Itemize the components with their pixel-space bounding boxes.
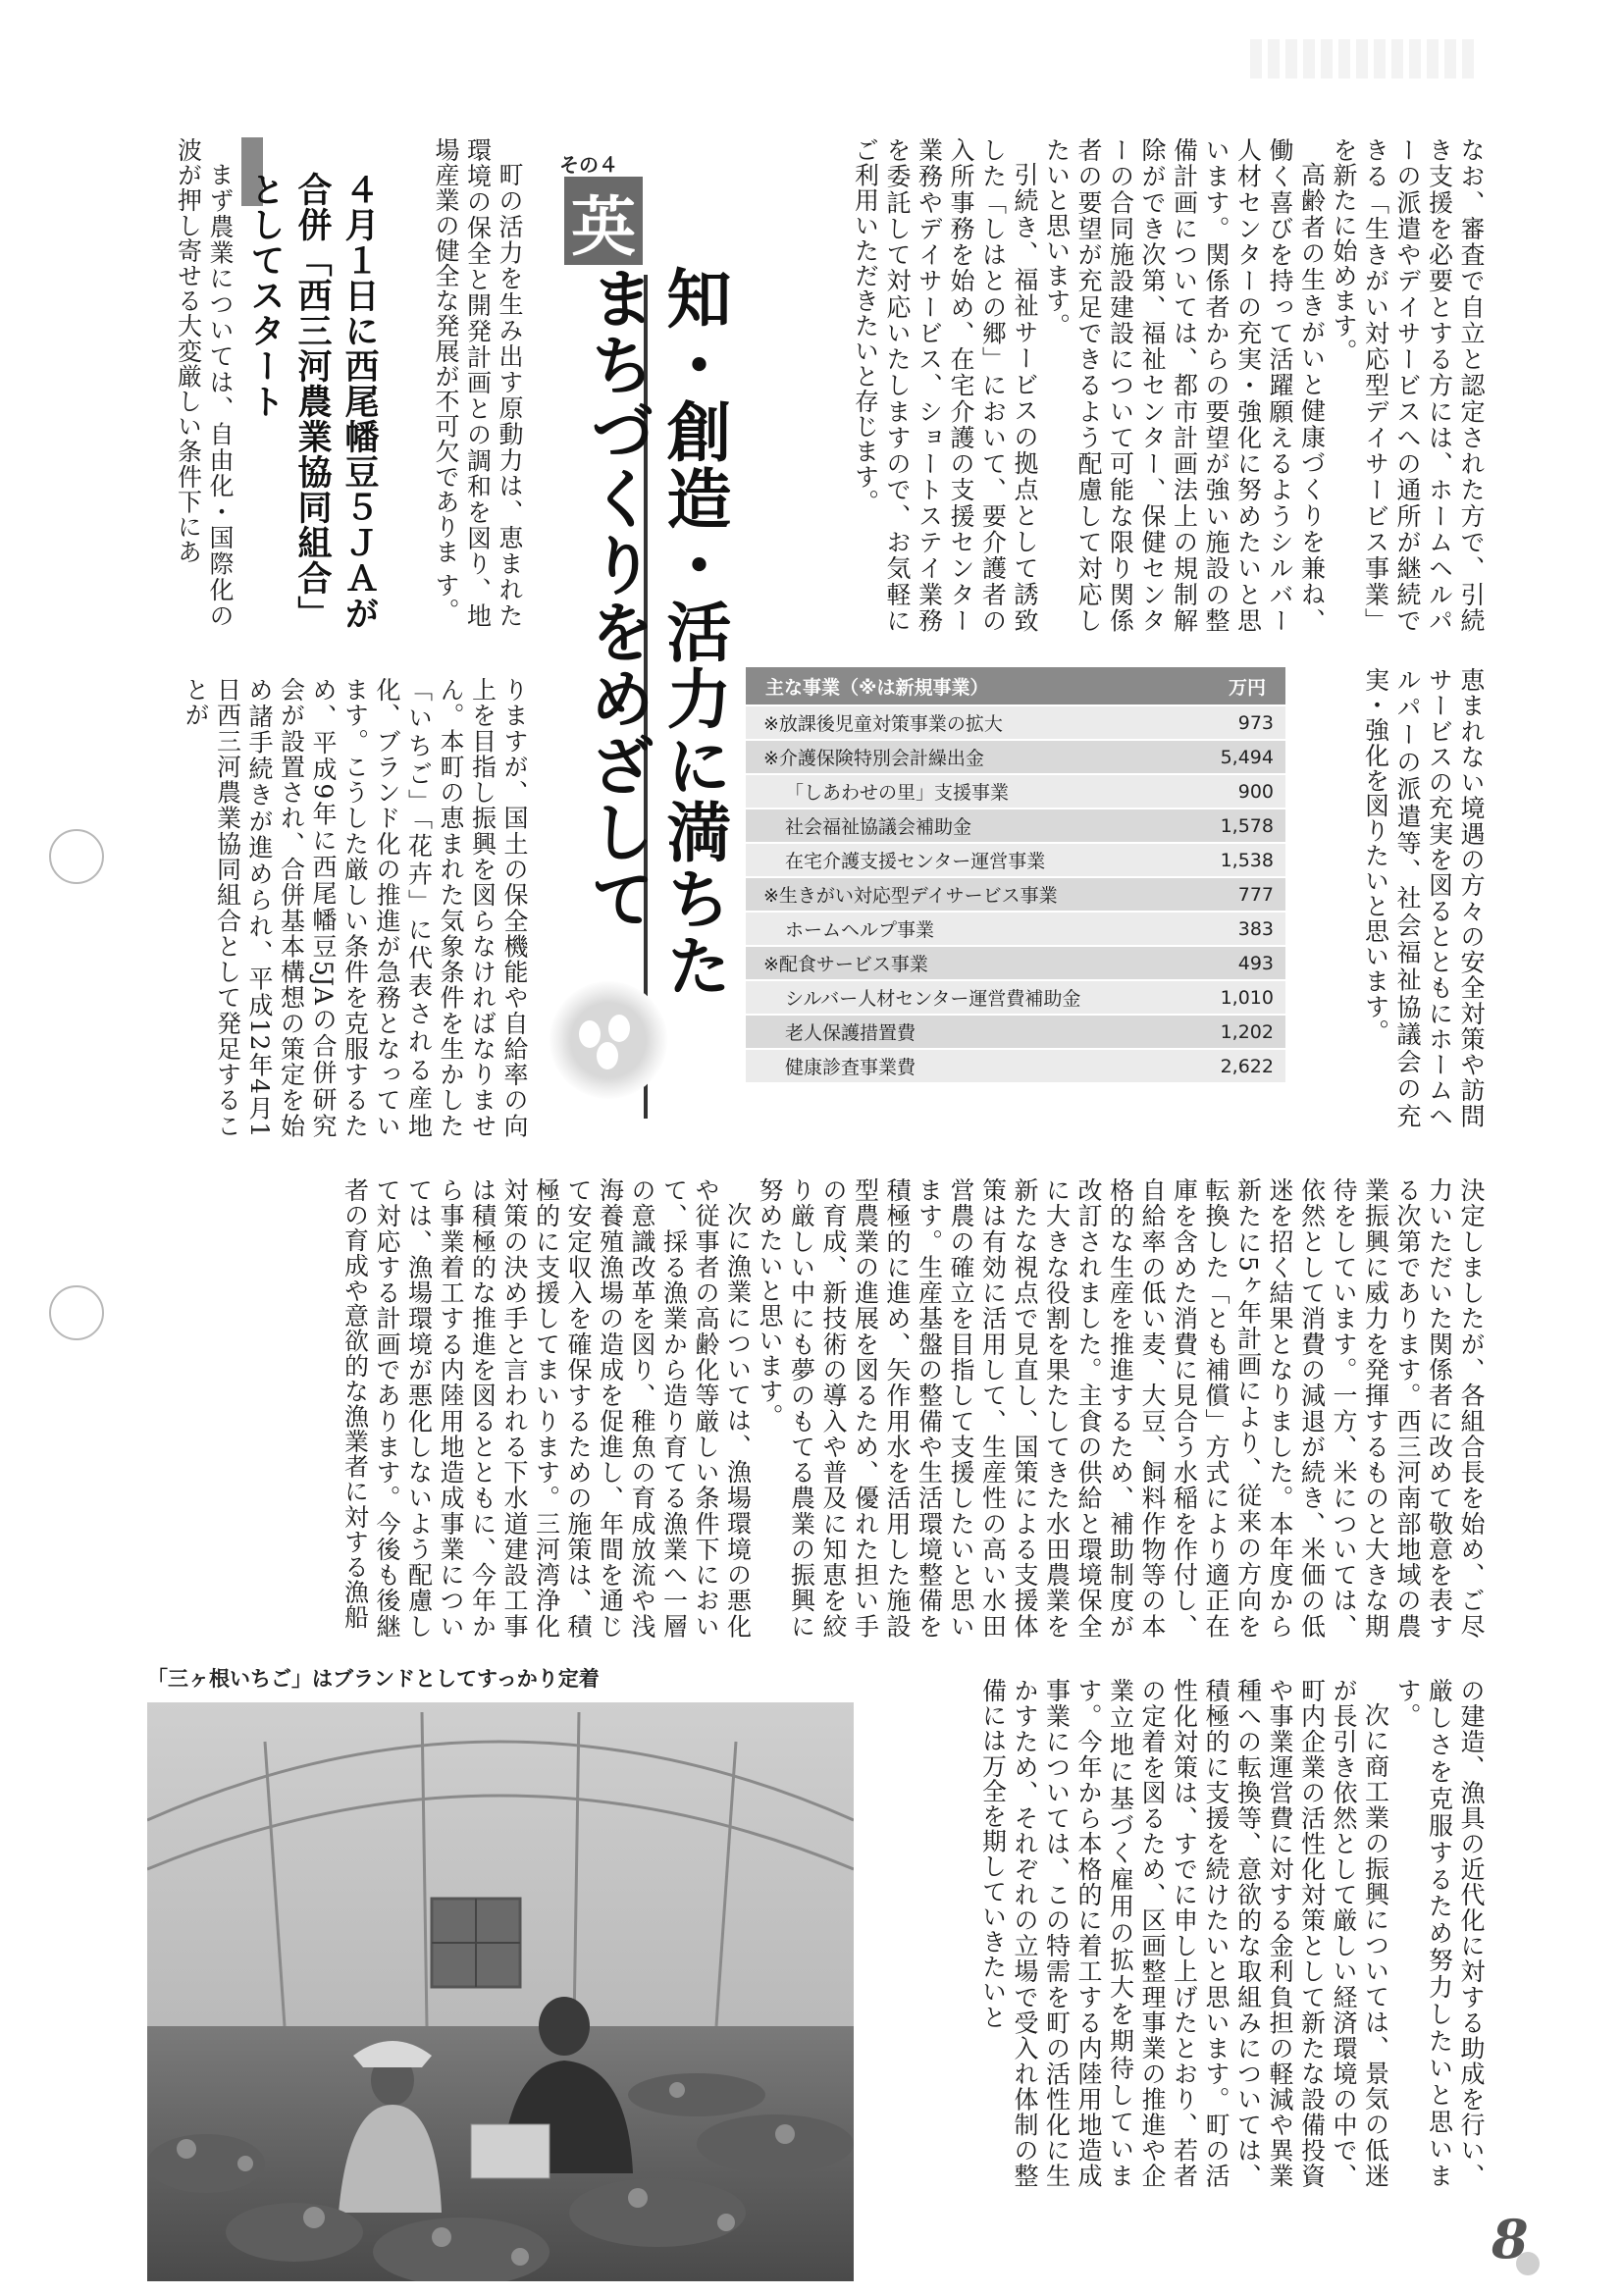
article-column-top-right — [751, 137, 1487, 633]
row-label: ※配食サービス事業 — [763, 954, 928, 975]
row-label: 健康診査事業費 — [785, 1057, 916, 1078]
table-header — [746, 667, 1285, 704]
row-label: ※介護保険特別会計繰出金 — [763, 748, 984, 769]
table-header-label: 主な事業（※は新規事業） — [765, 676, 989, 699]
paragraph: 次に漁業については、漁場環境の悪化や従事者の高齢化等厳しい条件下において、採る漁業から造り育てる漁業へ一層の意識改革を図り、稚魚の育成放流や浅海養殖漁場の造成を促進し、年間を通じて安定収入を確保するための施策は、積極的に支援してまいります。三河湾浄化対策の決め手と言われる下水道建設工事は積極的な推進を図るとともに、今年から事業着工する内陸用地造成事業については、漁場環境が悪化しないよう配慮して対応する計画であります。今後も後継者の育成や意欲的な漁業者に対する漁船 — [340, 1177, 753, 1639]
budget-table — [746, 667, 1285, 1082]
paragraph: 町の活力を生み出す原動力は、恵まれた環境の保全と開発計画との調和を図り、地場産業の健全な発展が不可欠でありま す。 — [432, 137, 524, 628]
binder-hole-top — [49, 829, 104, 884]
page-number: 8 — [1492, 2208, 1529, 2270]
row-amount: 383 — [1237, 917, 1274, 940]
paragraph: 決定しましたが、各組合長を始め、ご尽力いただいた関係者に改めて敬意を表する次第であります。西三河南部地域の農業振興に威力を発揮するものと大きな期待をしています。一方、米については、依然として消費の減退が続き、米価の低迷を招く結果となりました。本年度から新たに5ヶ年計画により、従来の方向を転換した「とも補償」方式により適正在庫を含めた消費に見合う水稲を作付し、自給率の低い麦、大豆、飼料作物等の本格的な生産を推進するため、補助制度が改訂されました。主食の供給と環境保全に大きな役割を果たしてきた水田農業を新たな視点で見直し、国策による支援体策は有効に活用して、生産性の高い水田営農の確立を目指して支援したいと思います。生産基盤の整備や生活環境整備を積極的に進め、矢作用水を活用した施設型農業の進展を図るため、優れた担い手の育成、新技術の導入や普及に知恵を絞り厳しい中にも夢のもてる農業の振興に努めたいと思います。 — [756, 1177, 1486, 1639]
photo-caption: 「三ヶ根いちご」はブランドとしてすっかり定着 — [147, 1667, 600, 1691]
article-column-right-of-table — [1315, 667, 1487, 1128]
table-row — [746, 706, 1285, 739]
table-header-unit: 万円 — [1228, 676, 1266, 699]
subheading-text: ４月１日に西尾幡豆５ＪＡが合併「西三河農業協同組合」としてスタート — [245, 172, 379, 631]
article-column-intro — [388, 137, 525, 628]
paragraph: 恵まれない境遇の方々の安全対策や訪問サービスの充実を図るとともにホームヘルパーの派遣等、社会福祉協議会の充実・強化を図りたいと思います。 — [1361, 667, 1486, 1128]
row-label: 在宅介護支援センター運営事業 — [785, 851, 1046, 872]
article-column-bottom-right — [864, 1678, 1487, 2188]
row-label: 「しあわせの里」支援事業 — [785, 782, 1010, 804]
binder-hole-bottom — [49, 1285, 104, 1340]
title-main-text: 知・創造・活力に満ちた まちづくりをめざして — [579, 265, 731, 999]
section-subheading — [236, 137, 383, 638]
greenhouse-photo — [147, 1702, 854, 2281]
paragraph: なお、審査で自立と認定された方で、引続き支援を必要とする方には、ホームヘルパーの派遣やデイサービスへの通所が継続できる「生きがい対応型デイサービス事業」を新たに始めます。 — [1330, 137, 1486, 633]
row-amount: 900 — [1237, 780, 1274, 803]
decorative-circle — [550, 981, 667, 1099]
paragraph: りますが、国土の保全機能や自給率の向上を目指し振興を図らなければなりません。本町の恵まれた気象条件を生かした「いちご」「花卉」に代表される産地化、ブランド化の推進が急務となっています。こうした厳しい条件を克服するため、平成9年に西尾幡豆5JAの合併研究会が設置され、合併基本構想の策定を始め諸手続きが進められ、平成12年4月1日西三河農業協同組合として発足することが — [182, 677, 529, 1138]
table-row — [746, 1016, 1285, 1048]
row-amount: 493 — [1237, 952, 1274, 974]
table-row — [746, 878, 1285, 911]
table-row — [746, 947, 1285, 979]
table-row — [746, 844, 1285, 876]
paragraph: の建造、漁具の近代化に対する助成を行い、厳しさを克服するため努力したいと思います。 — [1393, 1678, 1486, 2188]
row-amount: 5,494 — [1220, 746, 1274, 768]
row-label: ※生きがい対応型デイサービス事業 — [763, 885, 1058, 907]
table-row — [746, 981, 1285, 1014]
row-amount: 1,202 — [1220, 1020, 1274, 1043]
row-label: ホームヘルプ事業 — [785, 919, 935, 941]
article-column-middle-left — [147, 677, 530, 1138]
table-row — [746, 775, 1285, 808]
row-amount: 973 — [1237, 711, 1274, 734]
row-label: 社会福祉協議会補助金 — [785, 816, 972, 838]
header-faded-text — [1250, 39, 1476, 78]
photo-illustration — [147, 1702, 854, 2281]
article-column-lower — [147, 1177, 1487, 1639]
row-amount: 1,578 — [1220, 814, 1274, 837]
row-label: 老人保護措置費 — [785, 1022, 916, 1044]
row-label: シルバー人材センター運営費補助金 — [785, 988, 1081, 1010]
row-amount: 1,538 — [1220, 849, 1274, 871]
table-row — [746, 1050, 1285, 1082]
row-label: ※放課後児童対策事業の拡大 — [763, 713, 1003, 735]
series-label: その４ — [559, 153, 618, 177]
paragraph: 次に商工業の振興については、景気の低迷が長引き依然として厳しい経済環境の中で、町内企業の活性化対策として新たな設備投資や事業運営費に対する金利負担の軽減や異業種への転換等、意欲的な取組みについては、積極的に支援を続けたいと思います。町の活性化対策は、すでに申し上げたとおり、若者の定着を図るため、区画整理事業の推進や企業立地に基づく雇用の拡大を期待しています。今年から本格的に着工する内陸用地造成事業については、この特需を町の活性化に生かすため、それぞれの立場で受入れ体制の整備には万全を期していきたいと — [978, 1678, 1390, 2188]
table-row — [746, 809, 1285, 842]
article-title — [525, 137, 731, 1079]
paragraph: 引続き、福祉サービスの拠点として誘致した「しはとの郷」において、要介護者の入所事務を始め、在宅介護の支援センター業務やデイサービス、ショートステイ業務を委託して対応いたしますので、お気軽にご利用いただきたいと存じます。 — [851, 137, 1039, 633]
row-amount: 1,010 — [1220, 986, 1274, 1009]
title-kanji-box: 英 — [564, 177, 643, 265]
table-row — [746, 913, 1285, 945]
row-amount: 777 — [1237, 883, 1274, 906]
paragraph: まず農業については、自由化・国際化の波が押し寄せる大変厳しい条件下にあ — [174, 137, 235, 628]
paragraph: 高齢者の生きがいと健康づくりを兼ね、働く喜びを持って活躍願えるようシルバー人材センターの充実・強化に努めたいと思います。関係者からの要望が強い施設の整備計画については、都市計画法上の規制解除ができ次第、福祉センター、保健センターの合同施設建設について可能な限り関係者の要望が充足できるよう配慮して対応したいと思います。 — [1042, 137, 1327, 633]
row-amount: 2,622 — [1220, 1055, 1274, 1077]
article-column-top-left — [147, 137, 236, 628]
table-row — [746, 741, 1285, 773]
